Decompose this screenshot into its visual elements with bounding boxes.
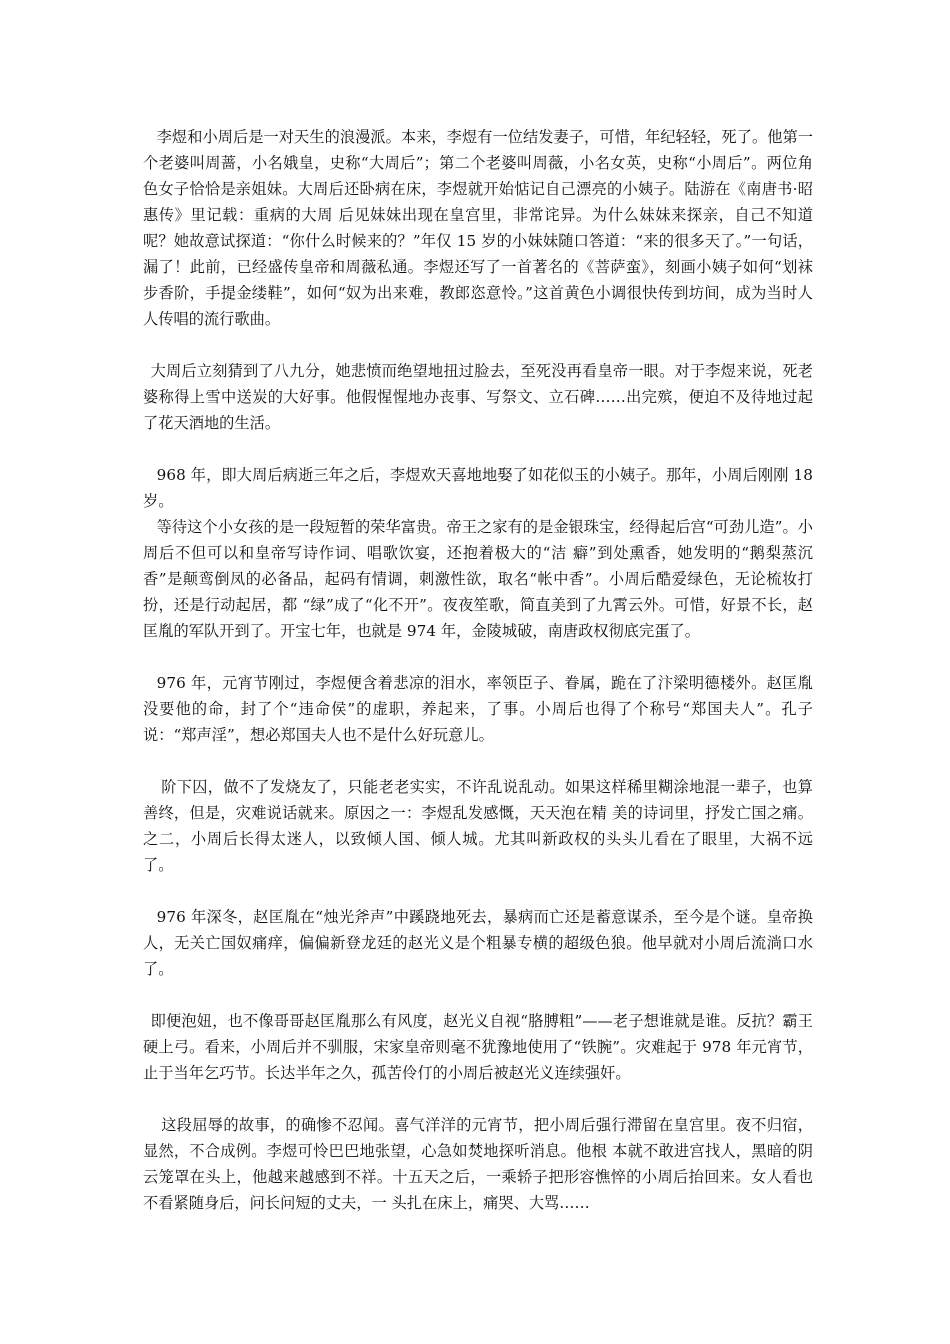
paragraph-4: 等待这个小女孩的是一段短暂的荣华富贵。帝王之家有的是金银珠宝，经得起后宫“可劲儿造”。小周后不但可以和皇帝写诗作词、唱歌饮宴，还抱着极大的“洁 癖”到处熏香，她发明的“鹅梨蒸沉香”是颠鸾倒凤的必备品，起码有情调，刺激性欲，取名“帐中香”。小周后酷爱绿色，无论梳妆打扮，还是行动起居，都 “绿”成了“化不开”。夜夜笙歌，简直美到了九霄云外。可惜，好景不长，赵匡胤的军队开到了。开宝七年，也就是 974 年，金陵城破，南唐政权彻底完蛋了。: [143, 518, 813, 640]
paragraph-6: 阶下囚，做不了发烧友了，只能老老实实，不许乱说乱动。如果这样稀里糊涂地混一辈子，也算善终，但是，灾难说话就来。原因之一：李煜乱发感慨，天天泡在精 美的诗词里，抒发亡国之痛。之二，小周后长得太迷人，以致倾人国、倾人城。尤其叫新政权的头头儿看在了眼里，大祸不远了。: [143, 778, 813, 874]
paragraph-9: 这段屈辱的故事，的确惨不忍闻。喜气洋洋的元宵节，把小周后强行滞留在皇宫里。夜不归宿，显然，不合成例。李煜可怜巴巴地张望，心急如焚地探听消息。他根 本就不敢进宫找人，黑暗的阴云笼罩在头上，他越来越感到不祥。十五天之后，一乘轿子把形容憔悴的小周后抬回来。女人看也不看紧随身后，问长问短的丈夫，一 头扎在床上，痛哭、大骂……: [143, 1116, 813, 1212]
paragraph-8: 即便泡妞，也不像哥哥赵匡胤那么有风度，赵光义自视“胳膊粗”——老子想谁就是谁。反抗？霸王硬上弓。看来，小周后并不驯服，宋家皇帝则毫不犹豫地使用了“铁腕”。灾难起于 978 年元宵节，止于当年乞巧节。长达半年之久，孤苦伶仃的小周后被赵光义连续强奸。: [143, 1012, 813, 1082]
paragraph-7: 976 年深冬，赵匡胤在“烛光斧声”中蹊跷地死去，暴病而亡还是蓄意谋杀，至今是个谜。皇帝换人，无关亡国奴痛痒，偏偏新登龙廷的赵光义是个粗暴专横的超级色狼。他早就对小周后流淌口水了。: [143, 908, 813, 978]
paragraph-1: 李煜和小周后是一对天生的浪漫派。本来，李煜有一位结发妻子，可惜，年纪轻轻，死了。他第一个老婆叫周蔷，小名娥皇，史称“大周后”；第二个老婆叫周薇，小名女英，史称“小周后”。两位角色女子恰恰是亲姐妹。大周后还卧病在床，李煜就开始惦记自己漂亮的小姨子。陆游在《南唐书·昭惠传》里记载：重病的大周 后见妹妹出现在皇宫里，非常诧异。为什么妹妹来探亲，自己不知道呢？她故意试探道：“你什么时候来的？”年仅 15 岁的小妹妹随口答道：“来的很多天了。”一句话，漏了！此前，已经盛传皇帝和周薇私通。李煜还写了一首著名的《菩萨蛮》，刻画小姨子如何“划袜步香阶，手提金缕鞋”，如何“奴为出来难，教郎恣意怜。”这首黄色小调很快传到坊间，成为当时人人传唱的流行歌曲。: [143, 128, 813, 328]
document-body: [143, 124, 813, 1216]
paragraph-2: 大周后立刻猜到了八九分，她悲愤而绝望地扭过脸去，至死没再看皇帝一眼。对于李煜来说，死老婆称得上雪中送炭的大好事。他假惺惺地办丧事、写祭文、立石碑……出完殡，便迫不及待地过起了花天酒地的生活。: [143, 362, 813, 432]
paragraph-5: 976 年，元宵节刚过，李煜便含着悲凉的泪水，率领臣子、眷属，跪在了汴梁明德楼外。赵匡胤没要他的命，封了个“违命侯”的虚职，养起来，了事。小周后也得了个称号“郑国夫人”。孔子说：“郑声淫”，想必郑国夫人也不是什么好玩意儿。: [143, 674, 813, 744]
paragraph-3: 968 年，即大周后病逝三年之后，李煜欢天喜地地娶了如花似玉的小姨子。那年，小周后刚刚 18 岁。: [143, 466, 813, 510]
